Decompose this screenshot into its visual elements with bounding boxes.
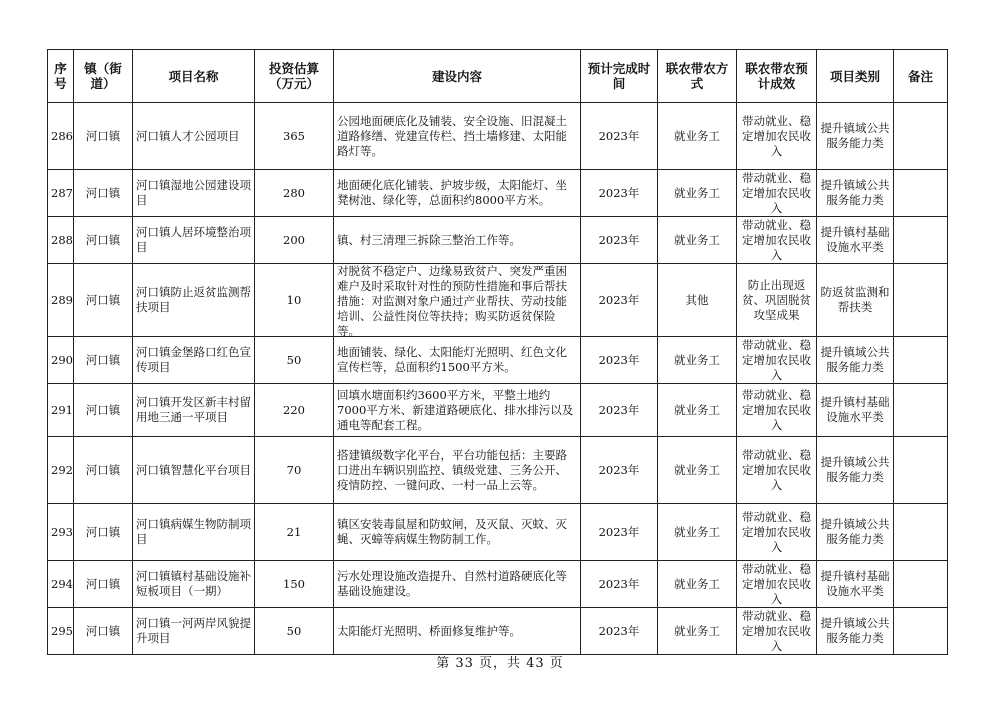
link-mode-cell-text: 其他	[685, 292, 709, 307]
link-mode-cell	[658, 384, 737, 437]
header-remark: 备注	[894, 50, 948, 103]
header-link-effect: 联农带农预计成效	[737, 50, 817, 103]
header-completion-time: 预计完成时间	[581, 50, 658, 103]
row-number	[48, 608, 74, 655]
content-cell	[334, 217, 581, 264]
table-row	[48, 170, 948, 217]
category-cell-text: 提升镇村基础设施水平类	[820, 225, 890, 254]
content-cell-text: 镇、村三清理三拆除三整治工作等。	[337, 232, 521, 247]
row-number	[48, 170, 74, 217]
project-name-cell-text: 河口镇镇村基础设施补短板项目（一期）	[136, 569, 251, 598]
town-cell	[74, 217, 133, 264]
investment-cell-text: 365	[283, 128, 305, 143]
page-number: 第 33 页，共 43 页	[436, 656, 564, 671]
project-name-cell	[133, 561, 255, 608]
investment-cell	[255, 561, 334, 608]
project-name-cell	[133, 504, 255, 561]
content-cell	[334, 337, 581, 384]
header-link-mode: 联农带农方式	[658, 50, 737, 103]
content-cell-text: 太阳能灯光照明、桥面修复维护等。	[337, 623, 521, 638]
completion-time-cell-text: 2023年	[598, 352, 640, 367]
link-effect-cell-text: 带动就业、稳定增加农民收入	[742, 561, 811, 606]
remark-cell	[894, 337, 948, 384]
link-mode-cell	[658, 103, 737, 170]
content-cell	[334, 561, 581, 608]
link-effect-cell	[737, 170, 817, 217]
header-category: 项目类别	[817, 50, 894, 103]
row-number-text: 293	[51, 524, 73, 539]
row-number-text: 287	[51, 185, 73, 200]
town-cell-text: 河口镇	[85, 352, 121, 367]
investment-cell	[255, 103, 334, 170]
investment-cell	[255, 337, 334, 384]
town-cell	[74, 504, 133, 561]
town-cell-text: 河口镇	[85, 524, 121, 539]
table-row	[48, 437, 948, 504]
table-row	[48, 103, 948, 170]
investment-cell-text: 50	[286, 623, 302, 638]
link-effect-cell	[737, 217, 817, 264]
investment-cell	[255, 384, 334, 437]
project-name-cell	[133, 384, 255, 437]
investment-cell-text: 200	[283, 232, 305, 247]
town-cell-text: 河口镇	[85, 576, 121, 591]
row-number-text: 288	[51, 232, 73, 247]
investment-cell-text: 21	[286, 524, 302, 539]
investment-cell	[255, 170, 334, 217]
remark-cell	[894, 264, 948, 337]
completion-time-cell-text: 2023年	[598, 576, 640, 591]
link-effect-cell-text: 带动就业、稳定增加农民收入	[742, 387, 811, 432]
category-cell	[817, 264, 894, 337]
link-mode-cell-text: 就业务工	[674, 128, 720, 143]
investment-cell-text: 10	[286, 292, 302, 307]
completion-time-cell-text: 2023年	[598, 524, 640, 539]
investment-cell	[255, 608, 334, 655]
link-mode-cell-text: 就业务工	[674, 352, 720, 367]
table-row	[48, 337, 948, 384]
table-row	[48, 504, 948, 561]
row-number-text: 294	[51, 576, 73, 591]
content-cell-text: 对脱贫不稳定户、边缘易致贫户、突发严重困难户及时采取针对性的预防性措施和事后帮扶措施：对监测对象户通过产业帮扶、劳动技能培训、公益性岗位等扶持；购买防返贫保险等。	[337, 264, 567, 338]
project-name-cell	[133, 103, 255, 170]
category-cell-text: 提升镇域公共服务能力类	[820, 616, 890, 645]
town-cell	[74, 337, 133, 384]
completion-time-cell	[581, 504, 658, 561]
project-name-cell-text: 河口镇湿地公园建设项目	[136, 178, 251, 207]
content-cell	[334, 437, 581, 504]
category-cell-text: 提升镇域公共服务能力类	[820, 178, 890, 207]
row-number	[48, 561, 74, 608]
link-effect-cell	[737, 264, 817, 337]
completion-time-cell-text: 2023年	[598, 292, 640, 307]
investment-cell-text: 70	[286, 462, 302, 477]
project-name-cell-text: 河口镇防止返贫监测帮扶项目	[136, 285, 251, 314]
category-cell	[817, 561, 894, 608]
content-cell-text: 地面铺装、绿化、太阳能灯光照明、红色文化宣传栏等，总面积约1500平方米。	[337, 345, 567, 374]
header-town: 镇（街道）	[74, 50, 133, 103]
project-name-cell	[133, 217, 255, 264]
content-cell-text: 污水处理设施改造提升、自然村道路硬底化等基础设施建设。	[337, 569, 567, 598]
completion-time-cell-text: 2023年	[598, 462, 640, 477]
row-number	[48, 337, 74, 384]
link-effect-cell	[737, 608, 817, 655]
content-cell-text: 地面硬化底化铺装、护坡步级，太阳能灯、坐凳树池、绿化等，总面积约8000平方米。	[337, 178, 567, 207]
link-effect-cell-text: 带动就业、稳定增加农民收入	[742, 447, 811, 492]
town-cell	[74, 608, 133, 655]
category-cell-text: 提升镇域公共服务能力类	[820, 517, 890, 546]
remark-cell	[894, 437, 948, 504]
content-cell	[334, 384, 581, 437]
link-mode-cell	[658, 264, 737, 337]
category-cell	[817, 437, 894, 504]
link-mode-cell	[658, 504, 737, 561]
completion-time-cell	[581, 103, 658, 170]
link-effect-cell	[737, 504, 817, 561]
table-row	[48, 384, 948, 437]
content-cell	[334, 504, 581, 561]
table-body	[48, 103, 948, 655]
link-effect-cell	[737, 561, 817, 608]
header-investment: 投资估算（万元）	[255, 50, 334, 103]
completion-time-cell-text: 2023年	[598, 185, 640, 200]
row-number	[48, 437, 74, 504]
content-cell-text: 回填水塘面积约3600平方米，平整土地约7000平方米、新建道路硬底化、排水排污以及通电等配套工程。	[337, 387, 574, 432]
remark-cell	[894, 170, 948, 217]
completion-time-cell	[581, 561, 658, 608]
link-effect-cell	[737, 337, 817, 384]
town-cell-text: 河口镇	[85, 623, 121, 638]
remark-cell	[894, 384, 948, 437]
link-effect-cell-text: 带动就业、稳定增加农民收入	[742, 509, 811, 554]
link-mode-cell	[658, 437, 737, 504]
row-number	[48, 103, 74, 170]
row-number-text: 289	[51, 292, 73, 307]
content-cell-text: 公园地面硬底化及铺装、安全设施、旧混凝土道路修缮、党建宣传栏、挡土墙修建、太阳能路灯等。	[337, 113, 567, 158]
investment-cell	[255, 217, 334, 264]
investment-cell	[255, 504, 334, 561]
project-name-cell-text: 河口镇人居环境整治项目	[136, 225, 251, 254]
link-effect-cell-text: 带动就业、稳定增加农民收入	[742, 608, 811, 653]
completion-time-cell-text: 2023年	[598, 402, 640, 417]
link-effect-cell	[737, 437, 817, 504]
project-name-cell-text: 河口镇病媒生物防制项目	[136, 517, 251, 546]
row-number	[48, 504, 74, 561]
completion-time-cell	[581, 170, 658, 217]
project-name-cell	[133, 337, 255, 384]
project-name-cell	[133, 170, 255, 217]
category-cell-text: 提升镇域公共服务能力类	[820, 455, 890, 484]
row-number	[48, 384, 74, 437]
content-cell-text: 镇区安装毒鼠屋和防蚊闸，及灭鼠、灭蚊、灭蝇、灭蟑等病媒生物防制工作。	[337, 517, 567, 546]
link-effect-cell-text: 带动就业、稳定增加农民收入	[742, 170, 811, 215]
row-number	[48, 217, 74, 264]
header-row	[48, 50, 948, 103]
link-mode-cell-text: 就业务工	[674, 576, 720, 591]
table-row	[48, 608, 948, 655]
link-effect-cell	[737, 103, 817, 170]
town-cell	[74, 170, 133, 217]
content-cell	[334, 608, 581, 655]
investment-cell-text: 150	[283, 576, 305, 591]
link-mode-cell-text: 就业务工	[674, 524, 720, 539]
row-number-text: 286	[51, 128, 73, 143]
completion-time-cell-text: 2023年	[598, 128, 640, 143]
project-name-cell-text: 河口镇智慧化平台项目	[136, 462, 251, 477]
row-number	[48, 264, 74, 337]
table-row	[48, 264, 948, 337]
town-cell-text: 河口镇	[85, 232, 121, 247]
table-row	[48, 217, 948, 264]
completion-time-cell	[581, 384, 658, 437]
header-content: 建设内容	[334, 50, 581, 103]
link-mode-cell	[658, 561, 737, 608]
header-project-name: 项目名称	[133, 50, 255, 103]
town-cell	[74, 264, 133, 337]
remark-cell	[894, 504, 948, 561]
project-name-cell-text: 河口镇人才公园项目	[136, 128, 240, 143]
link-mode-cell	[658, 608, 737, 655]
investment-cell	[255, 264, 334, 337]
project-name-cell-text: 河口镇一河两岸风貌提升项目	[136, 616, 251, 645]
project-name-cell	[133, 264, 255, 337]
town-cell	[74, 437, 133, 504]
link-mode-cell	[658, 170, 737, 217]
category-cell-text: 提升镇村基础设施水平类	[820, 569, 890, 598]
link-mode-cell-text: 就业务工	[674, 462, 720, 477]
completion-time-cell	[581, 217, 658, 264]
completion-time-cell	[581, 608, 658, 655]
project-table	[47, 49, 948, 655]
project-name-cell	[133, 437, 255, 504]
content-cell-text: 搭建镇级数字化平台，平台功能包括：主要路口进出车辆识别监控、镇级党建、三务公开、疫情防控、一键问政、一村一品上云等。	[337, 447, 567, 492]
category-cell	[817, 337, 894, 384]
completion-time-cell-text: 2023年	[598, 623, 640, 638]
town-cell	[74, 561, 133, 608]
link-effect-cell-text: 带动就业、稳定增加农民收入	[742, 217, 811, 262]
completion-time-cell	[581, 337, 658, 384]
link-mode-cell	[658, 337, 737, 384]
town-cell	[74, 103, 133, 170]
remark-cell	[894, 103, 948, 170]
row-number-text: 295	[51, 623, 73, 638]
category-cell	[817, 504, 894, 561]
completion-time-cell-text: 2023年	[598, 232, 640, 247]
investment-cell-text: 220	[283, 402, 305, 417]
link-mode-cell-text: 就业务工	[674, 402, 720, 417]
completion-time-cell	[581, 437, 658, 504]
content-cell	[334, 170, 581, 217]
investment-cell	[255, 437, 334, 504]
category-cell	[817, 608, 894, 655]
table-row	[48, 561, 948, 608]
project-name-cell	[133, 608, 255, 655]
content-cell	[334, 264, 581, 337]
link-mode-cell-text: 就业务工	[674, 232, 720, 247]
category-cell	[817, 217, 894, 264]
link-effect-cell-text: 带动就业、稳定增加农民收入	[742, 113, 811, 158]
town-cell-text: 河口镇	[85, 402, 121, 417]
category-cell	[817, 384, 894, 437]
link-mode-cell	[658, 217, 737, 264]
investment-cell-text: 50	[286, 352, 302, 367]
link-mode-cell-text: 就业务工	[674, 185, 720, 200]
category-cell-text: 提升镇域公共服务能力类	[820, 345, 890, 374]
project-name-cell-text: 河口镇开发区新丰村留用地三通一平项目	[136, 395, 251, 424]
investment-cell-text: 280	[283, 185, 305, 200]
town-cell-text: 河口镇	[85, 292, 121, 307]
town-cell-text: 河口镇	[85, 462, 121, 477]
content-cell	[334, 103, 581, 170]
category-cell-text: 提升镇域公共服务能力类	[820, 121, 890, 150]
row-number-text: 292	[51, 462, 73, 477]
town-cell	[74, 384, 133, 437]
category-cell	[817, 170, 894, 217]
link-mode-cell-text: 就业务工	[674, 623, 720, 638]
link-effect-cell-text: 带动就业、稳定增加农民收入	[742, 337, 811, 382]
project-name-cell-text: 河口镇金堡路口红色宣传项目	[136, 345, 251, 374]
category-cell-text: 提升镇村基础设施水平类	[820, 395, 890, 424]
town-cell-text: 河口镇	[85, 185, 121, 200]
row-number-text: 291	[51, 402, 73, 417]
row-number-text: 290	[51, 352, 73, 367]
remark-cell	[894, 608, 948, 655]
link-effect-cell	[737, 384, 817, 437]
town-cell-text: 河口镇	[85, 128, 121, 143]
category-cell-text: 防返贫监测和帮扶类	[820, 285, 890, 314]
category-cell	[817, 103, 894, 170]
link-effect-cell-text: 防止出现返贫、巩固脱贫攻坚成果	[742, 277, 811, 322]
remark-cell	[894, 561, 948, 608]
completion-time-cell	[581, 264, 658, 337]
remark-cell	[894, 217, 948, 264]
header-no: 序号	[48, 50, 74, 103]
